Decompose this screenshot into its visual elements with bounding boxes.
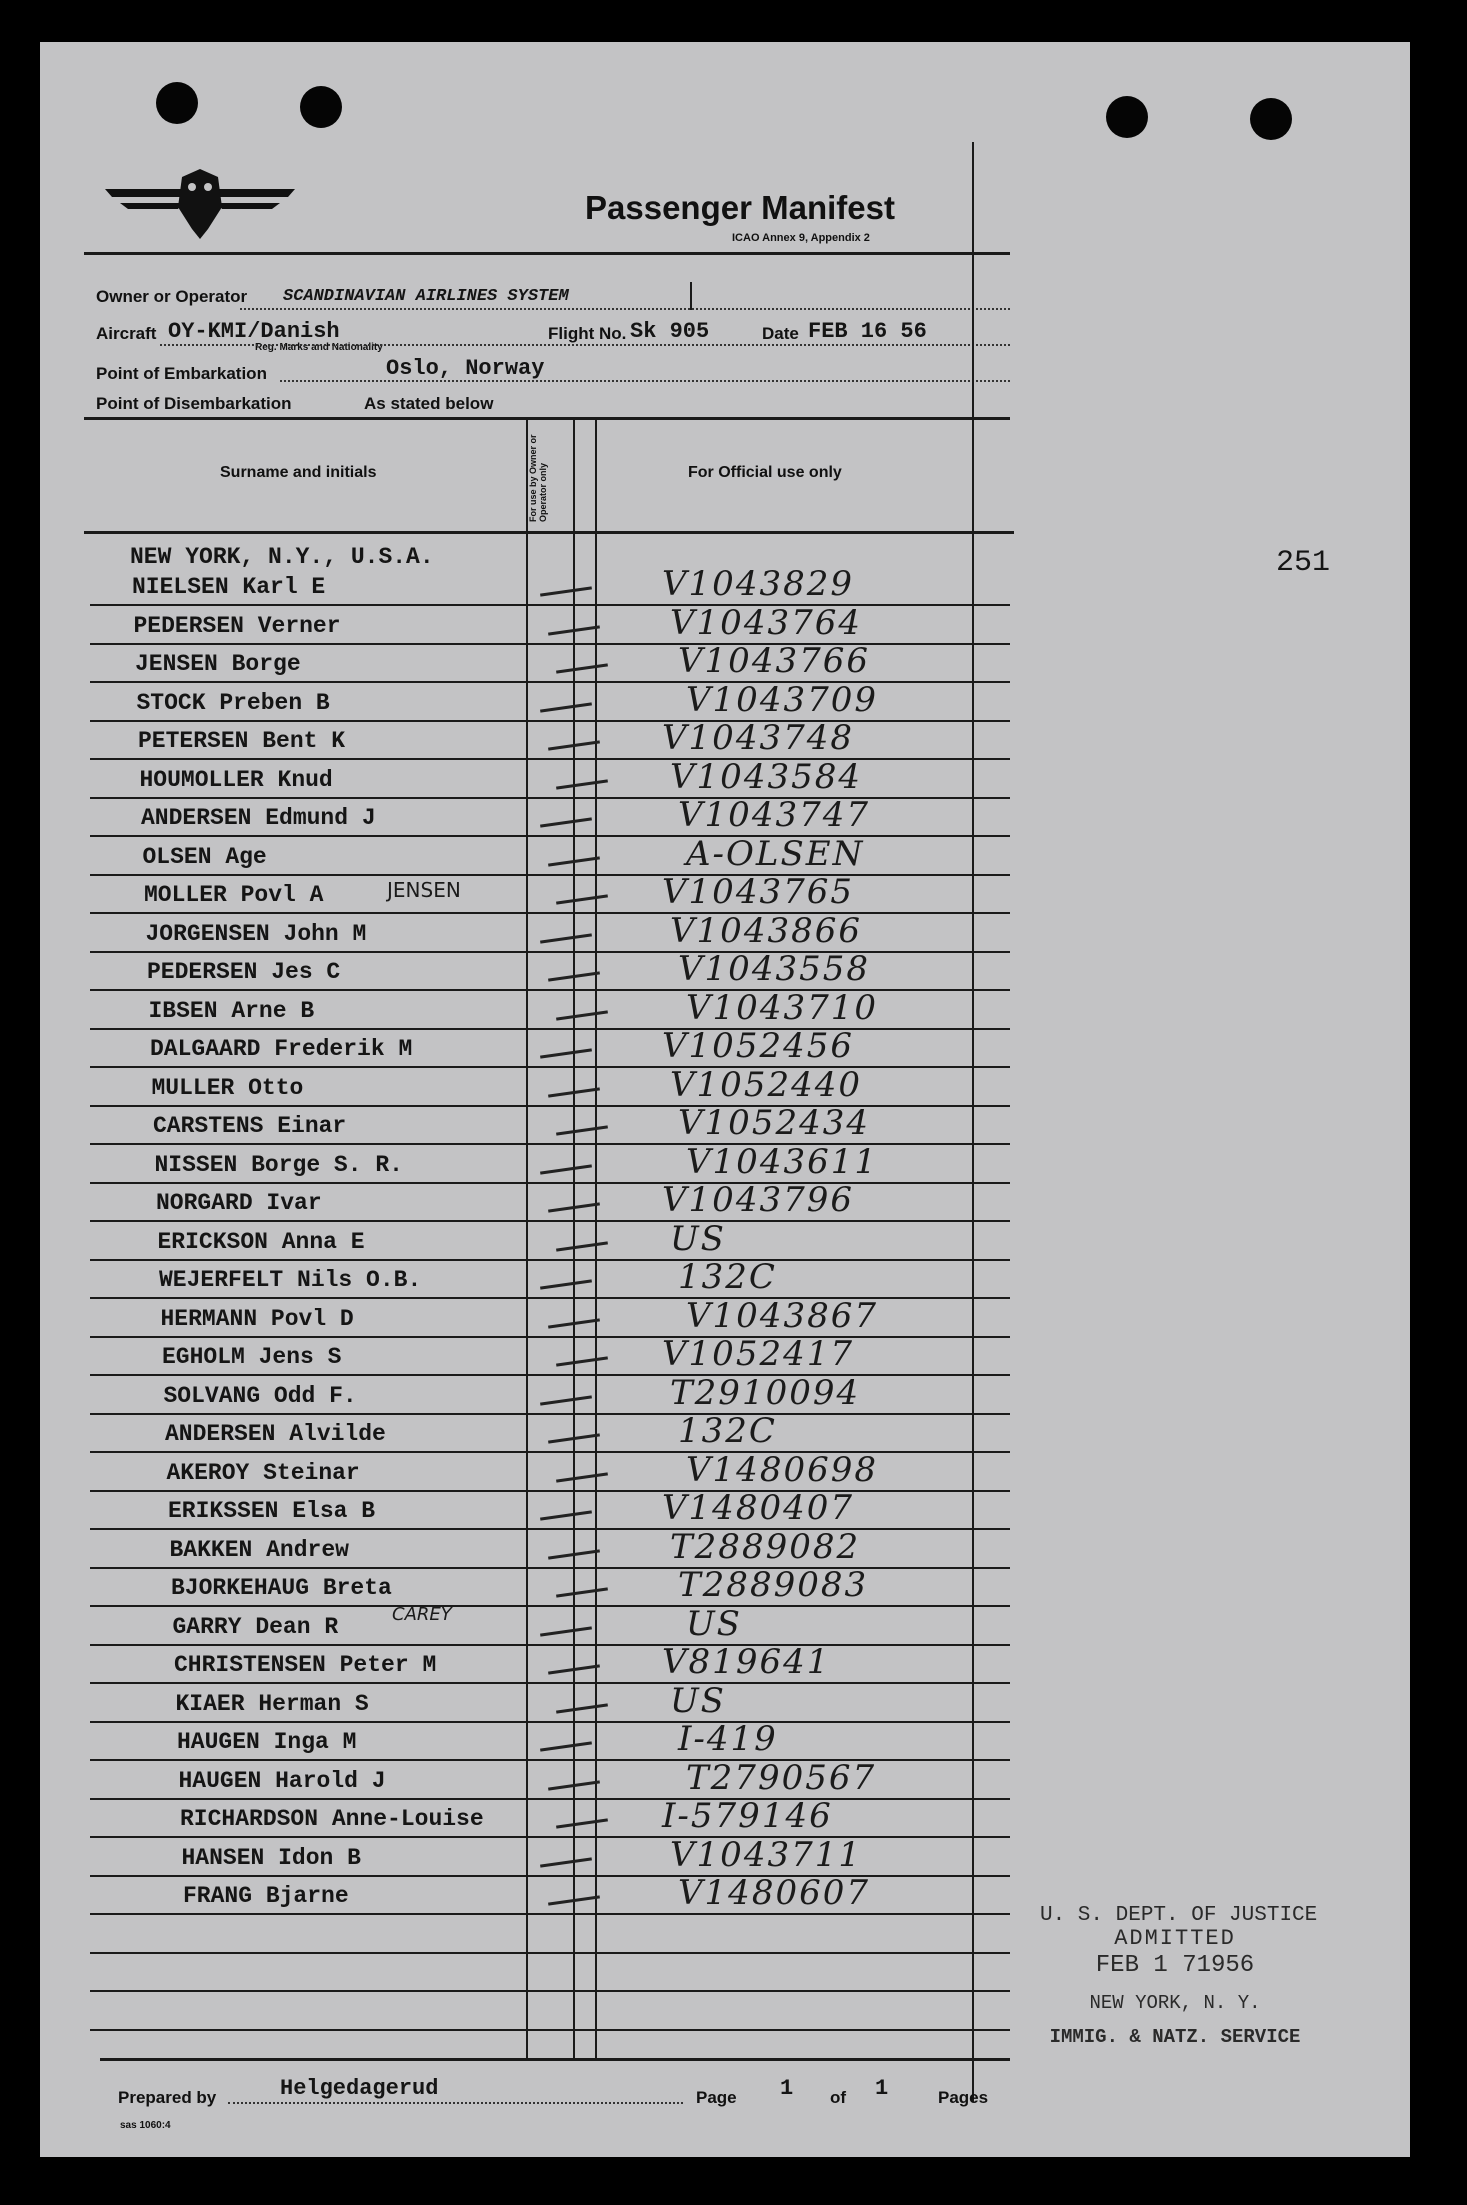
official-entry: V1480607 [678, 1873, 870, 1913]
flight-label: Flight No. [548, 324, 627, 343]
passenger-name: FRANG Bjarne [183, 1883, 349, 1909]
official-entry: V1052417 [662, 1334, 854, 1374]
row-divider [90, 797, 1010, 799]
owner-label: Owner or Operator [96, 287, 248, 306]
of-label: of [830, 2088, 847, 2107]
check-mark-icon [556, 1125, 608, 1135]
passenger-name: JORGENSEN John M [145, 920, 367, 947]
official-entry: V819641 [662, 1642, 831, 1682]
passenger-name: ANDERSEN Edmund J [141, 805, 376, 831]
passenger-name: AKEROY Steinar [166, 1459, 360, 1486]
row-divider [90, 1490, 1010, 1492]
column-official: For Official use only [688, 464, 842, 481]
page-title: Passenger Manifest [585, 189, 895, 226]
passenger-name: WEJERFELT Nils O.B. [159, 1267, 422, 1293]
passenger-name: HANSEN Idon B [181, 1844, 361, 1871]
prepared-by-value: Helgedagerud [280, 2076, 439, 2101]
official-entry: V1052440 [670, 1064, 862, 1105]
passenger-name: CHRISTENSEN Peter M [174, 1652, 437, 1678]
embarkation-value: Oslo, Norway [386, 356, 545, 381]
row-divider [90, 1644, 1010, 1646]
official-entry: T2889083 [678, 1565, 869, 1605]
official-entry: V1480698 [686, 1449, 878, 1490]
date-value: FEB 16 56 [808, 319, 927, 344]
row-divider [90, 1259, 1010, 1261]
official-entry: V1043766 [678, 641, 870, 681]
passenger-name: ANDERSEN Alvilde [165, 1421, 386, 1447]
row-divider [90, 1528, 1010, 1530]
of-value: 1 [875, 2076, 889, 2101]
punch-hole [1106, 96, 1148, 138]
passenger-name: PEDERSEN Verner [133, 612, 341, 639]
passenger-name: NORGARD Ivar [156, 1190, 322, 1216]
passenger-name: OLSEN Age [142, 843, 267, 870]
passenger-name: ERIKSSEN Elsa B [168, 1498, 376, 1524]
passenger-name: MOLLER Povl A [144, 882, 324, 908]
check-mark-icon [556, 779, 608, 789]
row-divider [90, 835, 1010, 837]
passenger-name: HERMANN Povl D [160, 1305, 354, 1332]
passenger-name: MULLER Otto [151, 1074, 304, 1101]
aircraft-value: OY-KMI/Danish [168, 319, 340, 344]
official-entry: US [686, 1603, 742, 1644]
passenger-name: SOLVANG Odd F. [163, 1382, 357, 1409]
row-divider [90, 1105, 1010, 1107]
flight-value: Sk 905 [630, 319, 710, 344]
punch-hole [300, 86, 342, 128]
official-entry: V1480407 [662, 1488, 854, 1528]
row-divider [90, 1567, 1010, 1569]
official-entry: V1043748 [662, 718, 854, 758]
official-entry: 132C [678, 1257, 777, 1297]
column-surname: Surname and initials [220, 464, 377, 481]
check-mark-icon [556, 1472, 608, 1482]
owner-value: SCANDINAVIAN AIRLINES SYSTEM [283, 287, 569, 306]
check-mark-icon [556, 1241, 608, 1251]
check-mark-icon [540, 1048, 592, 1058]
prepared-by-label: Prepared by [118, 2088, 217, 2107]
reg-note: Reg. Marks and Nationality [255, 342, 383, 353]
row-divider [90, 1413, 1010, 1415]
row-divider [90, 1336, 1010, 1338]
row-divider [90, 1028, 1010, 1030]
official-entry: US [670, 1218, 726, 1259]
check-mark-icon [556, 1587, 608, 1597]
check-mark-icon [556, 663, 608, 673]
passenger-name: PEDERSEN Jes C [147, 959, 341, 985]
passenger-name: STOCK Preben B [136, 689, 330, 716]
official-entry: V1052434 [678, 1103, 870, 1143]
official-entry: US [670, 1680, 726, 1721]
passenger-name: BJORKEHAUG Breta [171, 1575, 392, 1601]
correction-carey: CAREY [392, 1604, 452, 1625]
official-entry: T2889082 [670, 1526, 861, 1567]
check-mark-icon [556, 1356, 608, 1366]
official-entry: V1043558 [678, 949, 870, 989]
date-label: Date [762, 324, 799, 343]
check-mark-icon [540, 1395, 592, 1405]
correction-jensen: JENSEN [387, 878, 461, 902]
row-divider [90, 2029, 1010, 2031]
official-entry: V1043765 [662, 872, 854, 912]
official-entry: V1043829 [662, 564, 854, 604]
row-divider [90, 1682, 1010, 1684]
row-divider [90, 1952, 1010, 1954]
destination-row: NEW YORK, N.Y., U.S.A. [130, 544, 434, 570]
passenger-name: HAUGEN Inga M [177, 1729, 357, 1755]
official-entry: V1043764 [670, 602, 862, 643]
disembarkation-value: As stated below [364, 394, 494, 413]
passenger-name: CARSTENS Einar [153, 1113, 347, 1139]
check-mark-icon [540, 1741, 592, 1751]
punch-hole [156, 82, 198, 124]
official-entry: V1052456 [662, 1026, 854, 1066]
passenger-name: KIAER Herman S [175, 1690, 369, 1717]
aircraft-label: Aircraft [96, 324, 157, 343]
row-divider [90, 1990, 1010, 1992]
official-entry: V1043710 [686, 987, 878, 1028]
passenger-name: ERICKSON Anna E [157, 1228, 365, 1255]
airline-logo-icon [100, 167, 300, 247]
official-entry: V1043611 [686, 1141, 878, 1182]
row-divider [90, 1605, 1010, 1607]
row-divider [90, 912, 1010, 914]
passenger-name: PETERSEN Bent K [138, 728, 346, 754]
check-mark-icon [556, 1703, 608, 1713]
row-divider [90, 758, 1010, 760]
official-entry: 132C [678, 1411, 777, 1451]
official-entry: V1043711 [670, 1834, 862, 1875]
check-mark-icon [540, 817, 592, 827]
passenger-name: JENSEN Borge [135, 651, 301, 677]
check-mark-icon [540, 586, 592, 596]
official-entry: I-419 [678, 1719, 778, 1759]
pages-label: Pages [938, 2088, 989, 2107]
row-divider [90, 1836, 1010, 1838]
page-subtitle: ICAO Annex 9, Appendix 2 [732, 232, 870, 244]
row-divider [90, 643, 1010, 645]
passenger-name: RICHARDSON Anne-Louise [180, 1806, 484, 1832]
check-mark-icon [540, 1279, 592, 1289]
passenger-name: NISSEN Borge S. R. [154, 1151, 403, 1178]
passenger-name: BAKKEN Andrew [169, 1536, 349, 1563]
row-divider [90, 874, 1010, 876]
passenger-name: DALGAARD Frederik M [150, 1036, 413, 1062]
check-mark-icon [540, 1857, 592, 1867]
embarkation-label: Point of Embarkation [96, 364, 267, 383]
official-entry: V1043866 [670, 910, 862, 951]
row-divider [90, 1220, 1010, 1222]
row-divider [90, 720, 1010, 722]
page-label: Page [696, 2088, 737, 2107]
check-mark-icon [540, 1510, 592, 1520]
official-entry: A-OLSEN [686, 833, 865, 874]
row-divider [90, 1721, 1010, 1723]
passenger-name: HAUGEN Harold J [178, 1767, 386, 1794]
page-number: 251 [1276, 546, 1331, 580]
check-mark-icon [556, 1818, 608, 1828]
official-entry: V1043796 [662, 1180, 854, 1220]
check-mark-icon [556, 1010, 608, 1020]
official-entry: I-579146 [662, 1796, 833, 1836]
row-divider [90, 1798, 1010, 1800]
official-entry: V1043709 [686, 679, 878, 720]
row-divider [90, 951, 1010, 953]
passenger-name: IBSEN Arne B [148, 997, 315, 1024]
official-entry: V1043584 [670, 756, 862, 797]
row-divider [90, 1374, 1010, 1376]
row-divider [90, 1875, 1010, 1877]
row-divider [90, 1182, 1010, 1184]
passenger-name: HOUMOLLER Knud [139, 766, 333, 793]
passenger-name: EGHOLM Jens S [162, 1344, 342, 1370]
official-entry: V1043867 [686, 1295, 878, 1336]
manifest-page: Passenger Manifest ICAO Annex 9, Appendix 2 Owner or Operator SCANDINAVIAN AIRLINES SYSTEM Aircraft OY-KMI/Danish Reg. Marks and Nationality Flight No. Sk 905 Date FEB 16 56 Point of Embarkation Oslo, Norway Point of Disembarkation As stated below Surname and initials For use by Owner or Operator only For Official use only NEW YORK, N.Y., U.S.A. NIELSEN Karl E V1043829 PEDERSEN Verner V1043764 JENSEN Borge V1043766 STOCK Preben B V1043709 PETERSEN Bent K V1043748 HOUMOLLER Knud V1043584 ANDERSEN Edmund J V1043747 OLSEN Age A-OLSEN MOLLER Povl A V1043765 JORGENSEN John M V1043866 PEDERSEN Jes C V1043558 IBSEN Arne B V1043710 DALGAARD Frederik M V1052456 MULLER Otto V1052440 CARSTENS Einar V1052434 NISSEN Borge S. R. V1043611 NORGARD Ivar V1043796 ERICKSON Anna E US WEJERFELT Nils O.B. 132C HERMANN Povl D V1043867 EGHOLM Jens S V1052417 SOLVANG Odd F. T2910094 ANDERSEN Alvilde 132C AKEROY Steinar V1480698 ERIKSSEN Elsa B V1480407 BAKKEN Andrew T2889082 BJORKEHAUG Breta T2889083 GARRY Dean R US CHRISTENSEN Peter M V819641 KIAER Herman S US HAUGEN Inga M I-419 HAUGEN Harold J T2790567 RICHARDSON Anne-Louise I-579146 HANSEN Idon B V1043711 FRANG Bjarne V1480607 JENSEN CAREY Prepared by Helgedagerud Page 1 of 1 Pages sas 1060:4 251 U. S. DEPT. OF JUSTICE ADMITTED FEB 1 71956 NEW YORK, N. Y. IMMIG. & NATZ. SERVICE [40, 42, 1410, 2157]
disembarkation-label: Point of Disembarkation [96, 394, 292, 413]
check-mark-icon [540, 1164, 592, 1174]
check-mark-icon [540, 702, 592, 712]
passenger-name: GARRY Dean R [172, 1613, 339, 1640]
check-mark-icon [556, 894, 608, 904]
check-mark-icon [540, 1626, 592, 1636]
check-mark-icon [540, 933, 592, 943]
column-operator: For use by Owner or Operator only [528, 434, 548, 522]
official-entry: T2790567 [686, 1757, 877, 1798]
row-divider [90, 604, 1010, 606]
form-code: sas 1060:4 [120, 2120, 171, 2131]
row-divider [90, 1913, 1010, 1915]
row-divider [90, 1066, 1010, 1068]
punch-hole [1250, 98, 1292, 140]
page-value: 1 [780, 2076, 794, 2101]
official-entry: V1043747 [678, 795, 870, 835]
passenger-name: NIELSEN Karl E [132, 574, 326, 600]
official-entry: T2910094 [670, 1372, 861, 1413]
